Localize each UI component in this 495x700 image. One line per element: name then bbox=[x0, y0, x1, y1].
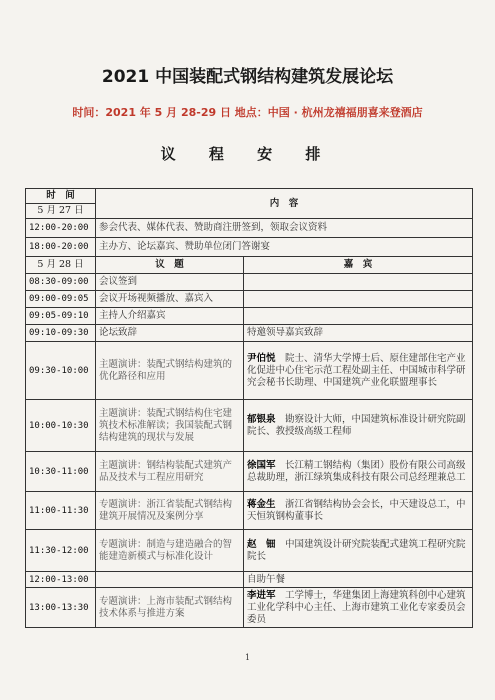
guest-name: 尹伯悦 bbox=[247, 352, 276, 364]
guest-name: 李进军 bbox=[247, 589, 276, 601]
topic-cell: 论坛致辞 bbox=[96, 325, 244, 342]
guest-cell bbox=[244, 308, 473, 325]
event-time-location: 时间：2021 年 5 月 28-29 日 地点：中国 · 杭州龙禧福朋喜来登酒店 bbox=[72, 106, 423, 119]
topic-cell: 主题演讲：装配式钢结构住宅建筑技术标准解读；我国装配式钢结构建筑的现状与发展 bbox=[96, 400, 244, 452]
time-cell: 12:00-13:00 bbox=[26, 572, 96, 588]
agenda-heading: 议 程 安 排 bbox=[160, 145, 335, 163]
guest-bio: 长江精工钢结构（集团）股份有限公司高级总裁助理，浙江绿筑集成科技有限公司总经理兼总工 bbox=[247, 459, 466, 483]
time-cell: 09:05-09:10 bbox=[26, 308, 96, 325]
header-content: 内 容 bbox=[96, 189, 473, 219]
time-cell: 11:30-12:00 bbox=[26, 530, 96, 572]
guest-cell bbox=[244, 588, 473, 628]
time-cell: 13:00-13:30 bbox=[26, 588, 96, 628]
topic-cell: 主题演讲：装配式钢结构建筑的优化路径和应用 bbox=[96, 342, 244, 400]
guest-cell bbox=[244, 274, 473, 291]
guest-name: 赵 钿 bbox=[247, 538, 276, 550]
guest-name: 郁银泉 bbox=[247, 413, 276, 425]
header-guest: 嘉 宾 bbox=[244, 257, 473, 274]
content-cell: 主办方、论坛嘉宾、赞助单位闭门答谢宴 bbox=[96, 238, 473, 257]
guest-bio: 中国建筑设计研究院装配式建筑工程研究院院长 bbox=[247, 538, 466, 562]
time-cell: 10:00-10:30 bbox=[26, 400, 96, 452]
topic-cell: 会议开场视频播放、嘉宾入 bbox=[96, 291, 244, 308]
time-cell: 09:00-09:05 bbox=[26, 291, 96, 308]
guest-cell bbox=[244, 342, 473, 400]
topic-cell: 专题演讲：上海市装配式钢结构技术体系与推进方案 bbox=[96, 588, 244, 628]
guest-name: 徐国军 bbox=[247, 459, 276, 471]
topic-cell: 主持人介绍嘉宾 bbox=[96, 308, 244, 325]
time-cell: 11:00-11:30 bbox=[26, 492, 96, 530]
header-time: 时 间 bbox=[26, 189, 96, 204]
time-cell: 12:00-20:00 bbox=[26, 219, 96, 238]
topic-cell: 主题演讲：钢结构装配式建筑产品及技术与工程应用研究 bbox=[96, 452, 244, 492]
time-cell: 10:30-11:00 bbox=[26, 452, 96, 492]
header-topic: 议 题 bbox=[96, 257, 244, 274]
topic-cell: 专题演讲：浙江省装配式钢结构建筑开展情况及案例分享 bbox=[96, 492, 244, 530]
guest-bio: 浙江省钢结构协会会长，中天建设总工，中天恒筑钢构董事长 bbox=[247, 498, 466, 522]
guest-bio: 院士、清华大学博士后、原住建部住宅产业化促进中心住宅示范工程处副主任、中国城市科学研究会秘书长助理、中国建筑产业化联盟理事长 bbox=[247, 352, 466, 388]
content-cell: 参会代表、媒体代表、赞助商注册签到，领取会议资料 bbox=[96, 219, 473, 238]
guest-name: 蒋金生 bbox=[247, 498, 276, 510]
agenda-table bbox=[25, 188, 473, 628]
guest-bio: 勘察设计大师，中国建筑标准设计研究院副院长、教授级高级工程师 bbox=[247, 413, 466, 437]
topic-cell: 专题演讲：制造与建造融合的智能建造新模式与标准化设计 bbox=[96, 530, 244, 572]
time-cell: 18:00-20:00 bbox=[26, 238, 96, 257]
time-cell: 09:10-09:30 bbox=[26, 325, 96, 342]
topic-cell: 会议签到 bbox=[96, 274, 244, 291]
guest-cell bbox=[244, 492, 473, 530]
time-cell: 08:30-09:00 bbox=[26, 274, 96, 291]
guest-cell bbox=[244, 530, 473, 572]
page-number: 1 bbox=[244, 653, 251, 662]
day-label-may27: 5 月 27 日 bbox=[26, 204, 96, 219]
guest-cell bbox=[244, 291, 473, 308]
guest-cell: 特邀领导嘉宾致辞 bbox=[244, 325, 473, 342]
day-label-may28: 5 月 28 日 bbox=[26, 257, 96, 274]
guest-cell bbox=[244, 452, 473, 492]
guest-cell: 自助午餐 bbox=[244, 572, 473, 588]
topic-cell bbox=[96, 572, 244, 588]
document-title: 2021 中国装配式钢结构建筑发展论坛 bbox=[101, 67, 394, 87]
guest-bio: 工学博士，华建集团上海建筑科创中心建筑工业化学科中心主任、上海市建筑工业化专家委员会委员 bbox=[247, 589, 466, 625]
time-cell: 09:30-10:00 bbox=[26, 342, 96, 400]
guest-cell bbox=[244, 400, 473, 452]
